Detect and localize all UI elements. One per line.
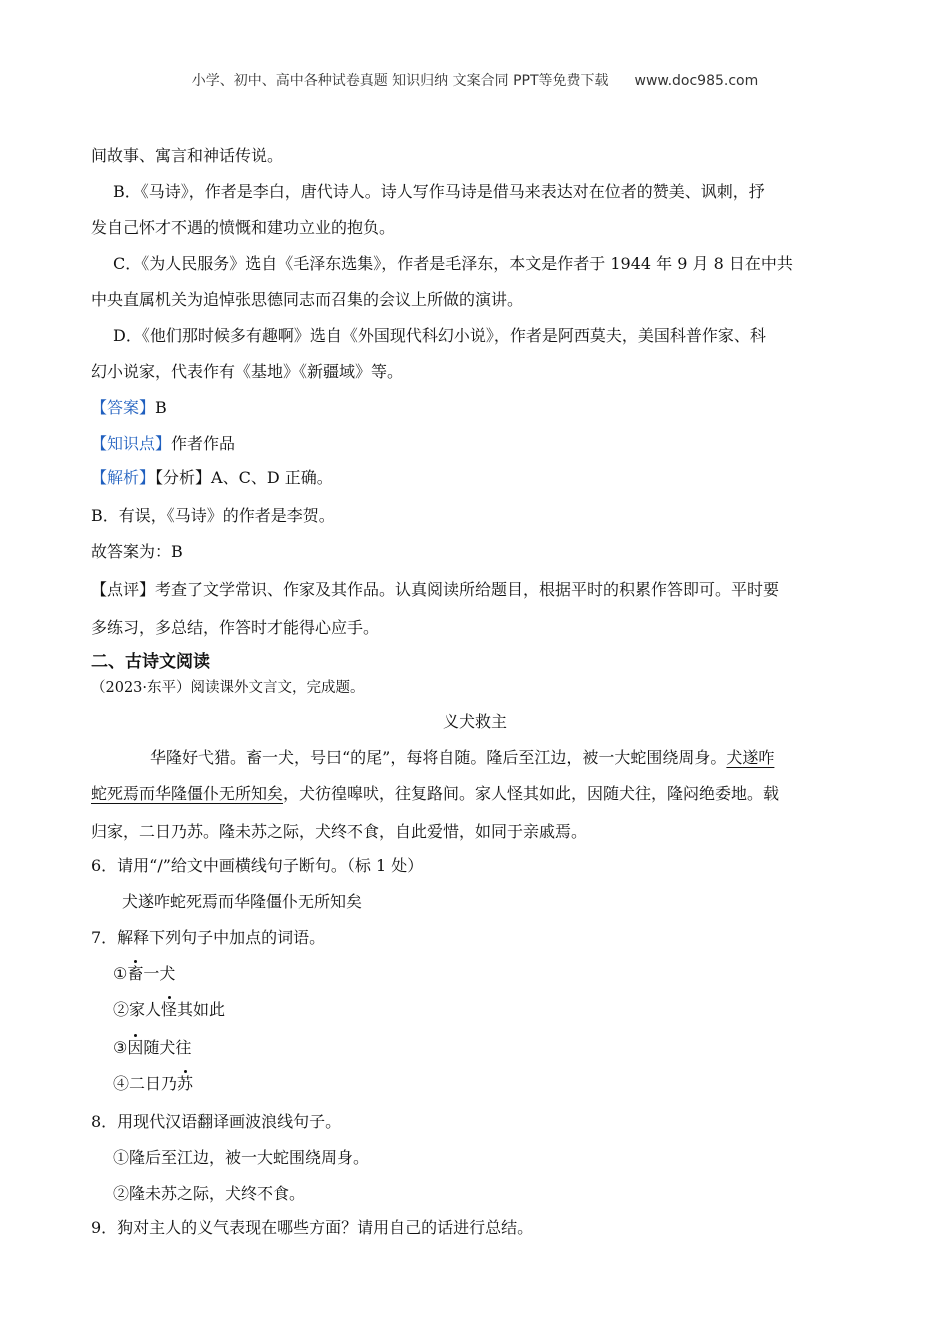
answer-value: B bbox=[155, 398, 167, 417]
q7-2-rest: 其如此 bbox=[177, 1000, 226, 1019]
underlined-sentence-part2: 蛇死焉而华隆僵仆无所知矣 bbox=[91, 784, 284, 803]
question-7-item1 bbox=[113, 964, 175, 984]
q7-3-rest: 随犬往 bbox=[143, 1038, 192, 1057]
passage-text-2: ，犬彷徨嗥吠，往复路间。家人怪其如此，因随犬往，隆闷绝委地。载 bbox=[283, 784, 780, 803]
page-header bbox=[0, 70, 950, 90]
q7-4-prefix: ④二日乃 bbox=[113, 1074, 178, 1093]
analysis-line2: B．有误，《马诗》的作者是李贺。 bbox=[91, 506, 335, 525]
header-text: 小学、初中、高中各种试卷真题 知识归纳 文案合同 PPT等免费下载 bbox=[191, 73, 609, 89]
question-8-item1: ①隆后至江边，被一大蛇围绕周身。 bbox=[113, 1148, 370, 1167]
passage-text-1: 华隆好弋猎。畜一犬，号曰“的尾”，每将自随。隆后至江边，被一大蛇围绕周身。 bbox=[150, 748, 727, 767]
prev-continuation: 间故事、寓言和神话传说。 bbox=[91, 146, 284, 165]
option-b-line2: 发自己怀才不遇的愤慨和建功立业的抱负。 bbox=[91, 218, 396, 237]
analysis-row bbox=[91, 468, 333, 488]
q7-1-rest: 一犬 bbox=[143, 964, 176, 983]
option-c-line1: C．《为人民服务》选自《毛泽东选集》，作者是毛泽东，本文是作者于 1944 年 9 月 8 日在中共 bbox=[113, 254, 793, 273]
analysis-line1: 【分析】A、C、D 正确。 bbox=[155, 468, 333, 487]
q7-3-prefix: ③ bbox=[113, 1038, 128, 1057]
q7-2-prefix: ②家人 bbox=[113, 1000, 162, 1019]
option-b-line1: B．《马诗》，作者是李白，唐代诗人。诗人写作马诗是借马来表达对在位者的赞美、讽刺，抒 bbox=[113, 182, 765, 201]
option-d-line2: 幻小说家，代表作有《基地》《新疆域》等。 bbox=[91, 362, 404, 381]
section-intro: （2023·东平）阅读课外文言文，完成题。 bbox=[91, 680, 365, 696]
dotted-char-guai: 怪 bbox=[161, 1000, 178, 1019]
question-6: 6．请用“/”给文中画横线句子断句。（标 1 处） bbox=[91, 856, 424, 875]
passage-title: 义犬救主 bbox=[442, 712, 507, 731]
question-6-sentence: 犬遂咋蛇死焉而华隆僵仆无所知矣 bbox=[122, 892, 363, 911]
question-7-item3 bbox=[113, 1038, 191, 1058]
analysis-tag: 【解析】 bbox=[91, 468, 156, 487]
dotted-char-yin: 因 bbox=[127, 1038, 144, 1057]
passage-line2 bbox=[91, 784, 779, 804]
q7-1-prefix: ① bbox=[113, 964, 128, 983]
dotted-char-su: 苏 bbox=[177, 1074, 194, 1093]
section-title: 二、古诗文阅读 bbox=[91, 652, 210, 672]
option-c-line2: 中央直属机关为追悼张思德同志而召集的会议上所做的演讲。 bbox=[91, 290, 524, 309]
analysis-line3: 故答案为：B bbox=[91, 542, 183, 561]
knowledge-tag: 【知识点】 bbox=[91, 434, 172, 453]
underlined-sentence-part1: 犬遂咋 bbox=[726, 748, 775, 767]
answer-row bbox=[91, 398, 167, 418]
question-9: 9．狗对主人的义气表现在哪些方面？请用自己的话进行总结。 bbox=[91, 1218, 534, 1237]
option-d-line1: D．《他们那时候多有趣啊》选自《外国现代科幻小说》，作者是阿西莫夫，美国科普作家、科 bbox=[113, 326, 766, 345]
question-7-item2 bbox=[113, 1000, 225, 1020]
passage-line1 bbox=[150, 748, 774, 768]
comment-line1: 【点评】考查了文学常识、作家及其作品。认真阅读所给题目，根据平时的积累作答即可。平时要 bbox=[91, 580, 780, 599]
question-8: 8．用现代汉语翻译画波浪线句子。 bbox=[91, 1112, 342, 1131]
question-7-item4 bbox=[113, 1074, 193, 1094]
passage-line3: 归家，二日乃苏。隆未苏之际，犬终不食，自此爱惜，如同于亲戚焉。 bbox=[91, 822, 588, 841]
knowledge-value: 作者作品 bbox=[171, 434, 236, 453]
question-7: 7．解释下列句子中加点的词语。 bbox=[91, 928, 326, 947]
dotted-char-xu: 畜 bbox=[127, 964, 144, 983]
answer-tag: 【答案】 bbox=[91, 398, 156, 417]
question-8-item2: ②隆未苏之际，犬终不食。 bbox=[113, 1184, 306, 1203]
knowledge-row bbox=[91, 434, 235, 454]
comment-line2: 多练习，多总结，作答时才能得心应手。 bbox=[91, 618, 380, 637]
header-url[interactable]: www.doc985.com bbox=[634, 73, 759, 89]
